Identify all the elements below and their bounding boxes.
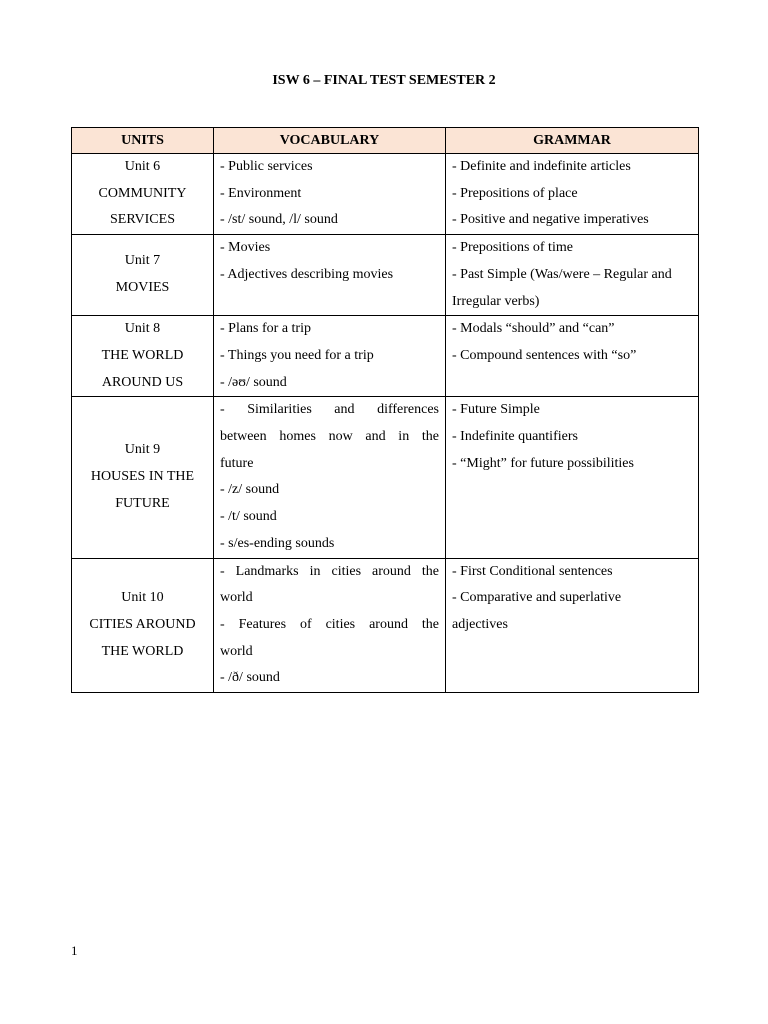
unit-cell — [72, 558, 214, 693]
page-number: 1 — [71, 943, 78, 958]
grammar-item: - Past Simple (Was/were – Regular and — [452, 266, 672, 282]
grammar-item: - First Conditional sentences — [452, 563, 613, 579]
unit-number: Unit 8 — [124, 321, 161, 337]
unit-number: Unit 7 — [124, 253, 161, 269]
vocabulary-item: - Public services — [220, 159, 313, 174]
vocabulary-item: - Similarities and differences — [220, 402, 439, 418]
vocabulary-item: - /z/ sound — [220, 482, 280, 498]
vocabulary-item-continued: future — [220, 455, 254, 471]
grammar-cell — [446, 558, 699, 693]
unit-number: Unit 10 — [121, 590, 164, 606]
grammar-item: - Prepositions of time — [452, 240, 573, 256]
header-grammar: GRAMMAR — [446, 128, 699, 154]
table-row — [72, 558, 699, 693]
unit-number: Unit 6 — [124, 159, 161, 174]
unit-title-line: MOVIES — [115, 280, 170, 296]
grammar-item: Irregular verbs) — [452, 293, 540, 309]
vocabulary-cell — [214, 235, 446, 316]
document-title: ISW 6 – FINAL TEST SEMESTER 2 — [272, 73, 496, 88]
grammar-item: - Comparative and superlative — [452, 590, 622, 606]
unit-title-line: THE WORLD — [101, 347, 184, 363]
table-row — [72, 316, 699, 397]
vocabulary-item-continued: between homes now and in the — [220, 429, 439, 445]
unit-cell — [72, 397, 214, 558]
grammar-item: - Positive and negative imperatives — [452, 212, 649, 228]
unit-title-line: CITIES AROUND — [89, 616, 196, 632]
unit-title-line: THE WORLD — [101, 643, 184, 659]
grammar-cell — [446, 397, 699, 558]
table-row — [72, 397, 699, 558]
vocabulary-item: - /t/ sound — [220, 509, 277, 525]
vocabulary-cell — [214, 316, 446, 397]
grammar-cell — [446, 316, 699, 397]
grammar-item: - Definite and indefinite articles — [452, 159, 631, 174]
vocabulary-item: - Environment — [220, 185, 302, 201]
unit-cell — [72, 316, 214, 397]
vocabulary-item: - /ð/ sound — [220, 670, 280, 686]
vocabulary-item: - Movies — [220, 240, 271, 256]
grammar-item: - Prepositions of place — [452, 185, 578, 201]
vocabulary-item: - Adjectives describing movies — [220, 266, 394, 282]
grammar-item: - Modals “should” and “can” — [452, 321, 615, 337]
table-header-row — [72, 128, 699, 154]
unit-title-line: AROUND US — [101, 374, 184, 390]
unit-title-line: COMMUNITY — [98, 185, 187, 201]
unit-number: Unit 9 — [124, 442, 161, 458]
syllabus-table — [71, 127, 699, 693]
header-vocabulary: VOCABULARY — [214, 128, 446, 154]
grammar-cell — [446, 154, 699, 235]
vocabulary-cell — [214, 397, 446, 558]
vocabulary-item: - Features of cities around the — [220, 616, 439, 632]
vocabulary-item: - /st/ sound, /l/ sound — [220, 212, 338, 228]
vocabulary-item-continued: world — [220, 590, 253, 606]
table-row — [72, 235, 699, 316]
grammar-item: - Future Simple — [452, 402, 540, 418]
header-units: UNITS — [72, 128, 214, 154]
grammar-item: - Indefinite quantifiers — [452, 429, 578, 445]
table-row — [72, 154, 699, 235]
vocabulary-item: - Things you need for a trip — [220, 347, 374, 363]
unit-title-line: HOUSES IN THE — [90, 469, 195, 485]
vocabulary-cell — [214, 558, 446, 693]
unit-cell — [72, 235, 214, 316]
grammar-cell — [446, 235, 699, 316]
unit-title-line: FUTURE — [115, 495, 170, 511]
vocabulary-item: - /əʊ/ sound — [220, 374, 287, 390]
vocabulary-cell — [214, 154, 446, 235]
vocabulary-item: - Landmarks in cities around the — [220, 563, 439, 579]
vocabulary-item: - s/es-ending sounds — [220, 535, 335, 551]
grammar-item-continued: adjectives — [452, 616, 508, 632]
unit-cell — [72, 154, 214, 235]
vocabulary-item-continued: world — [220, 643, 253, 659]
vocabulary-item: - Plans for a trip — [220, 321, 311, 337]
grammar-item: - “Might” for future possibilities — [452, 455, 634, 471]
unit-title-line: SERVICES — [109, 212, 175, 228]
grammar-item: - Compound sentences with “so” — [452, 347, 637, 363]
